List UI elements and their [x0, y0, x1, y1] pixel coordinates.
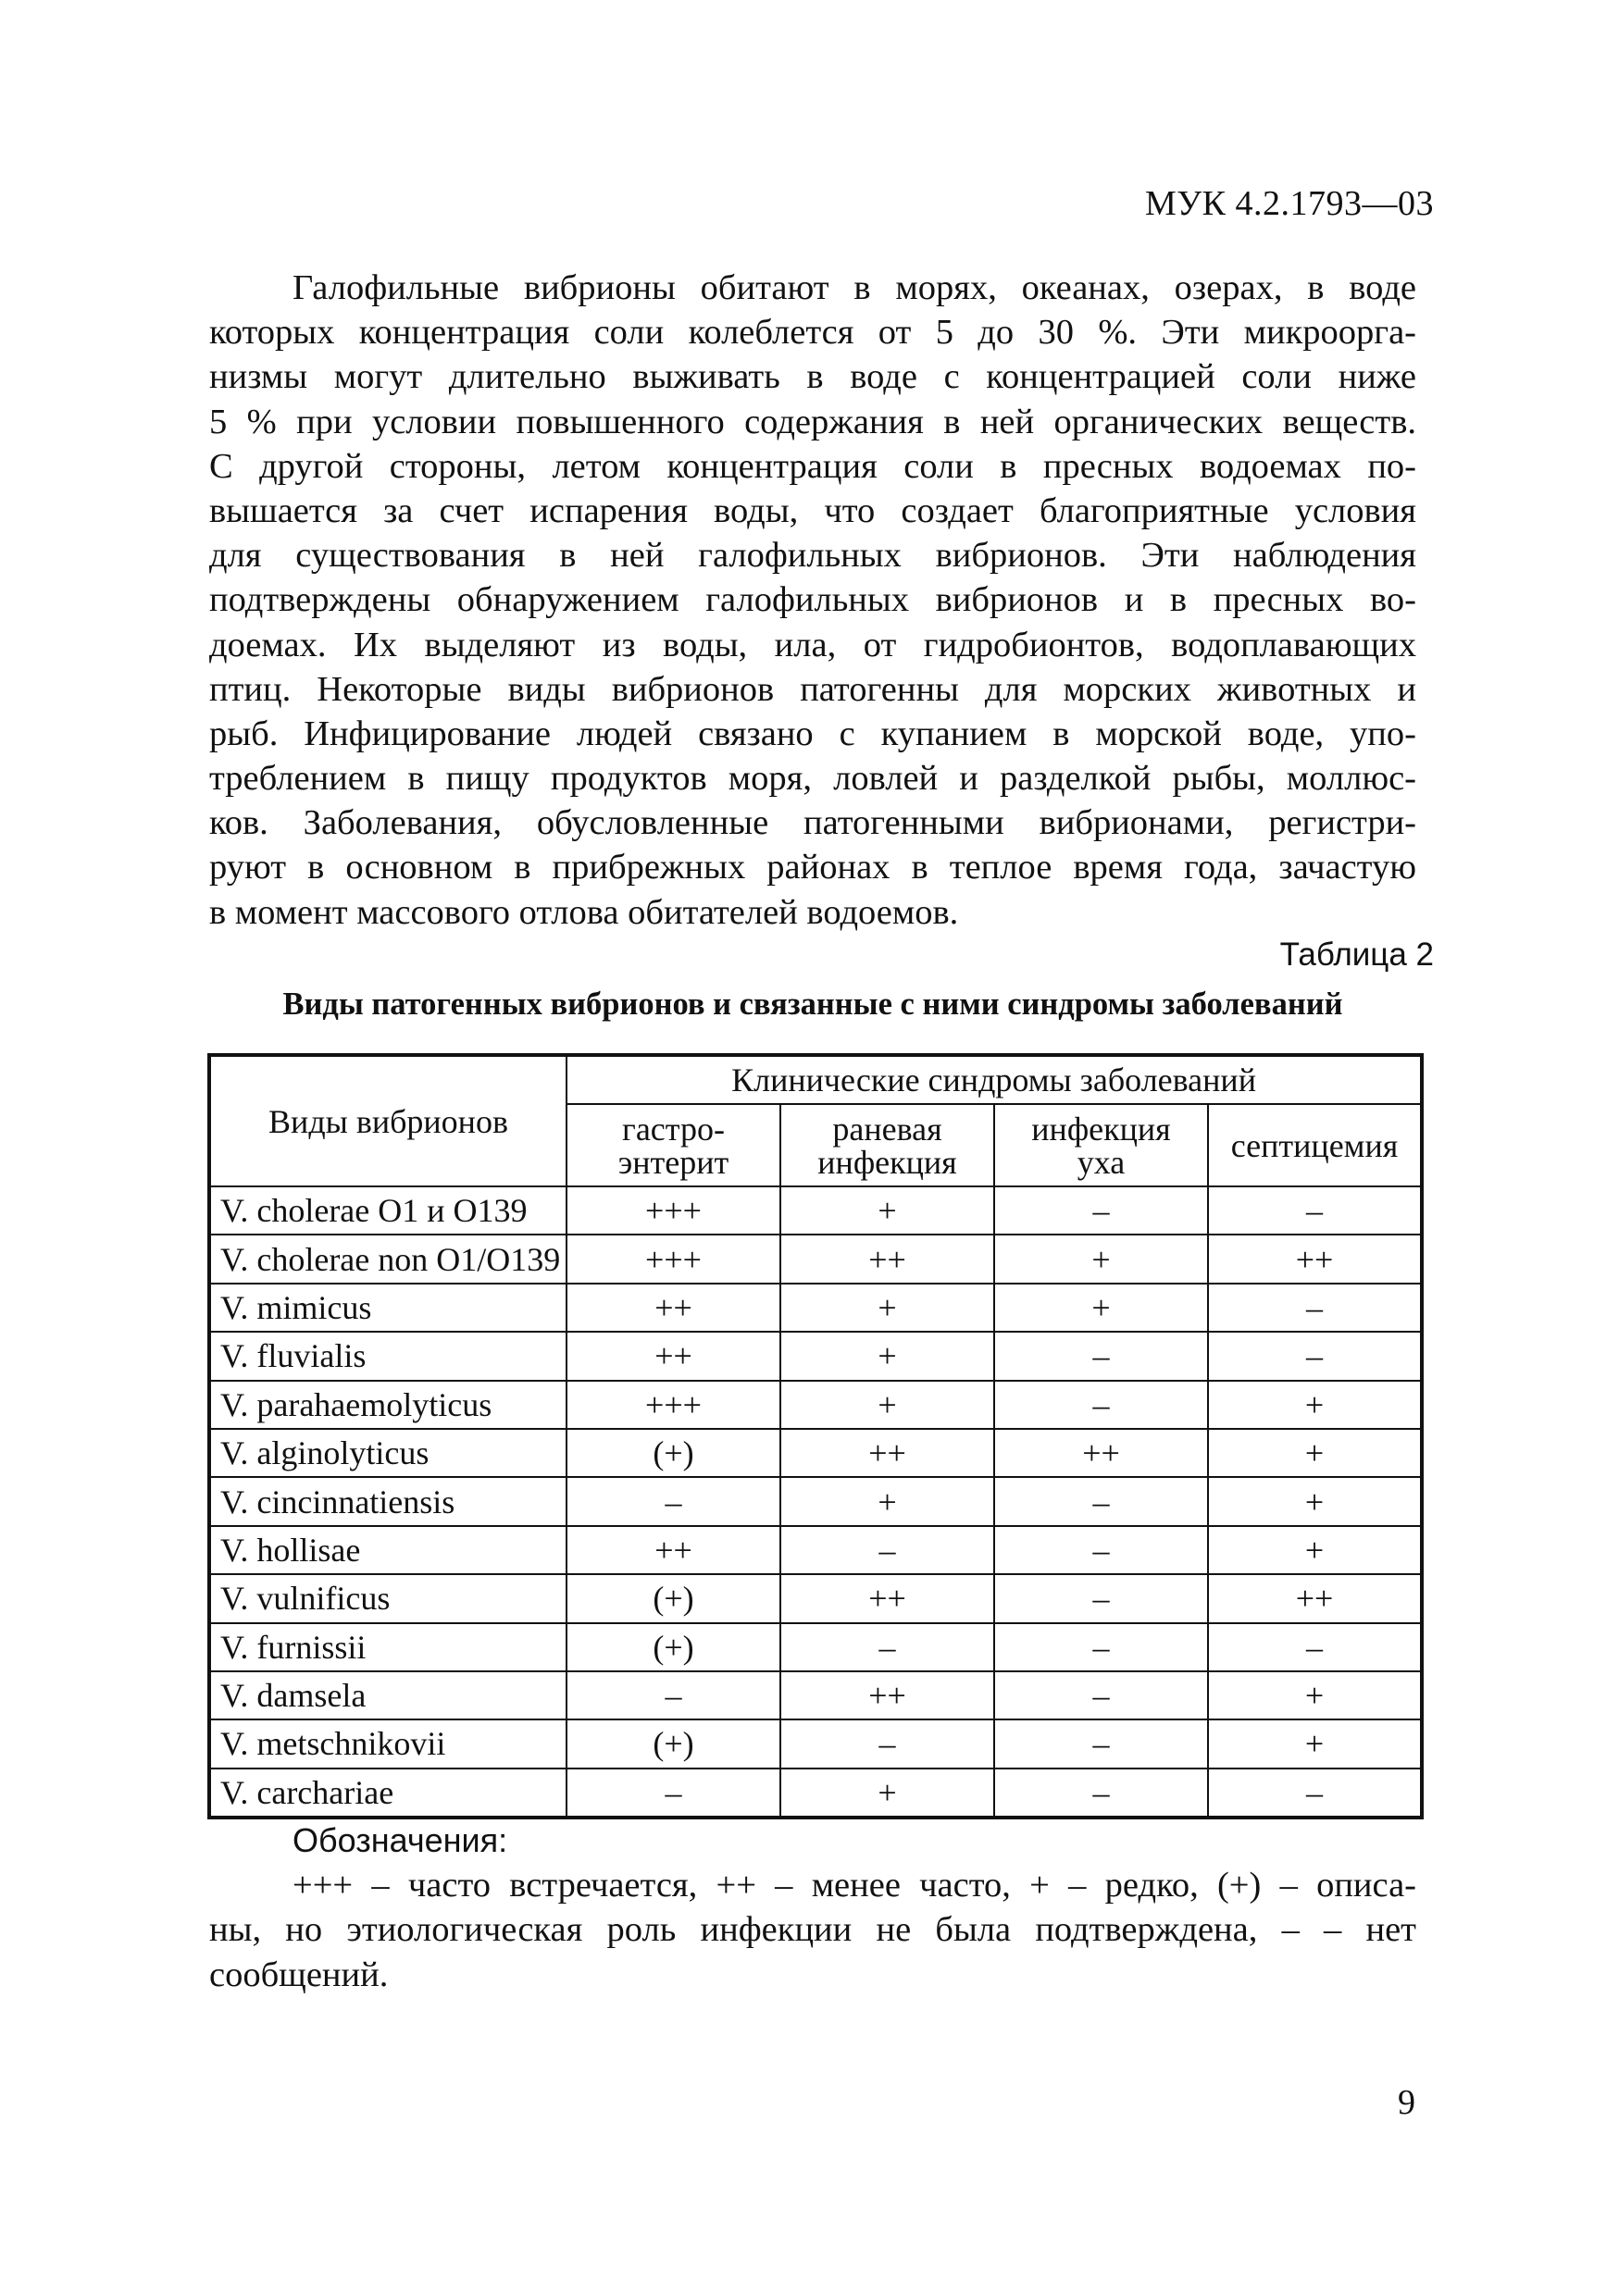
legend	[209, 1818, 1416, 1997]
value-cell: (+)	[567, 1429, 780, 1477]
paragraph-line: С другой стороны, летом концентрация соли в пресных водоемах по-	[209, 446, 1416, 486]
paragraph-line: 5 % при условии повышенного содержания в ней органических веществ.	[209, 402, 1416, 441]
value-cell: –	[780, 1526, 994, 1574]
value-cell: +	[1208, 1477, 1422, 1525]
value-cell: (+)	[567, 1719, 780, 1768]
value-cell: ++	[1208, 1235, 1422, 1283]
legend-line: сообщений.	[209, 1955, 389, 1994]
value-cell: –	[780, 1719, 994, 1768]
value-cell: ++	[780, 1235, 994, 1283]
species-cell: V. fluvialis	[209, 1332, 567, 1380]
species-cell: V. parahaemolyticus	[209, 1381, 567, 1429]
value-cell: +	[780, 1769, 994, 1818]
value-cell: ++	[780, 1429, 994, 1477]
paragraph-line: треблением в пищу продуктов моря, ловлей и разделкой рыбы, моллюс-	[209, 759, 1416, 799]
value-cell: ++	[1208, 1574, 1422, 1622]
value-cell: –	[994, 1332, 1208, 1380]
column-header-line: септицемия	[1230, 1126, 1399, 1164]
value-cell: +	[1208, 1429, 1422, 1477]
value-cell: –	[994, 1769, 1208, 1818]
value-cell: +	[780, 1284, 994, 1332]
value-cell: –	[780, 1623, 994, 1671]
value-cell: –	[994, 1671, 1208, 1719]
value-cell: +	[1208, 1381, 1422, 1429]
value-cell: +	[780, 1186, 994, 1235]
syndromes-group-header: Клинические синдромы заболеваний	[567, 1055, 1422, 1104]
species-cell: V. furnissii	[209, 1623, 567, 1671]
table-row	[209, 1332, 1422, 1380]
species-cell: V. alginolyticus	[209, 1429, 567, 1477]
paragraph-line: которых концентрация соли колеблется от 5 до 30 %. Эти микроорга-	[209, 313, 1416, 353]
column-header-gastroenteritis	[567, 1104, 780, 1186]
species-cell: V. hollisae	[209, 1526, 567, 1574]
paragraph-line: доемах. Их выделяют из воды, ила, от гидробионтов, водоплавающих	[209, 625, 1416, 664]
document-code: МУК 4.2.1793—03	[1144, 184, 1434, 223]
value-cell: ++	[994, 1429, 1208, 1477]
paragraph-line: низмы могут длительно выживать в воде с концентрацией соли ниже	[209, 357, 1416, 397]
value-cell: +	[780, 1381, 994, 1429]
value-cell: ++	[567, 1284, 780, 1332]
table-row	[209, 1284, 1422, 1332]
value-cell: +	[1208, 1719, 1422, 1768]
value-cell: –	[567, 1477, 780, 1525]
value-cell: –	[994, 1381, 1208, 1429]
value-cell: –	[994, 1186, 1208, 1235]
value-cell: +++	[567, 1235, 780, 1283]
table-header-row	[209, 1055, 1422, 1104]
column-header-septicemia	[1208, 1104, 1422, 1186]
value-cell: +	[780, 1332, 994, 1380]
species-cell: V. cholerae non O1/O139	[209, 1235, 567, 1283]
value-cell: (+)	[567, 1574, 780, 1622]
species-cell: V. metschnikovii	[209, 1719, 567, 1768]
table-row	[209, 1381, 1422, 1429]
table-row	[209, 1623, 1422, 1671]
table-row	[209, 1671, 1422, 1719]
paragraph-line: для существования в ней галофильных вибрионов. Эти наблюдения	[209, 536, 1416, 576]
value-cell: –	[994, 1574, 1208, 1622]
table-title: Виды патогенных вибрионов и связанные с ними синдромы заболеваний	[282, 987, 1343, 1022]
paragraph-line: Галофильные вибрионы обитают в морях, океанах, озерах, в воде	[293, 268, 1416, 307]
value-cell: –	[1208, 1186, 1422, 1235]
value-cell: ++	[567, 1526, 780, 1574]
value-cell: (+)	[567, 1623, 780, 1671]
value-cell: ++	[780, 1671, 994, 1719]
column-header-line: уха	[1077, 1143, 1126, 1181]
page-number: 9	[1398, 2083, 1415, 2122]
value-cell: –	[1208, 1284, 1422, 1332]
table-label: Таблица 2	[1279, 937, 1434, 973]
table-row	[209, 1574, 1422, 1622]
column-header-line: энтерит	[617, 1143, 729, 1181]
table-row	[209, 1186, 1422, 1235]
value-cell: –	[1208, 1769, 1422, 1818]
paragraph-line: руют в основном в прибрежных районах в теплое время года, зачастую	[209, 848, 1416, 887]
table-row	[209, 1719, 1422, 1768]
value-cell: –	[567, 1769, 780, 1818]
legend-title: Обозначения:	[293, 1821, 508, 1859]
column-header-ear-infection	[994, 1104, 1208, 1186]
value-cell: +	[1208, 1671, 1422, 1719]
species-cell: V. damsela	[209, 1671, 567, 1719]
column-header-line: инфекция	[1031, 1110, 1171, 1148]
value-cell: +	[780, 1477, 994, 1525]
table-row	[209, 1526, 1422, 1574]
value-cell: +	[1208, 1526, 1422, 1574]
legend-line: +++ – часто встречается, ++ – менее часто, + – редко, (+) – описа-	[293, 1866, 1416, 1905]
table-row	[209, 1477, 1422, 1525]
column-header-line: инфекция	[817, 1143, 957, 1181]
body-paragraph	[209, 266, 1416, 935]
value-cell: –	[1208, 1332, 1422, 1380]
table-row	[209, 1235, 1422, 1283]
value-cell: +	[994, 1235, 1208, 1283]
value-cell: ++	[567, 1332, 780, 1380]
species-cell: V. carchariae	[209, 1769, 567, 1818]
paragraph-line: рыб. Инфицирование людей связано с купанием в морской воде, упо-	[209, 714, 1416, 753]
paragraph-line: в момент массового отлова обитателей водоемов.	[209, 892, 959, 932]
value-cell: –	[1208, 1623, 1422, 1671]
paragraph-line: подтверждены обнаружением галофильных вибрионов и в пресных во-	[209, 580, 1416, 620]
column-header-line: гастро-	[622, 1110, 725, 1148]
species-cell: V. mimicus	[209, 1284, 567, 1332]
value-cell: ++	[780, 1574, 994, 1622]
value-cell: +	[994, 1284, 1208, 1332]
column-header-line: раневая	[832, 1110, 942, 1148]
column-header-wound-infection	[780, 1104, 994, 1186]
value-cell: –	[994, 1623, 1208, 1671]
value-cell: +++	[567, 1186, 780, 1235]
value-cell: –	[994, 1719, 1208, 1768]
value-cell: –	[994, 1477, 1208, 1525]
species-cell: V. cholerae O1 и O139	[209, 1186, 567, 1235]
paragraph-line: птиц. Некоторые виды вибрионов патогенны для морских животных и	[209, 669, 1416, 709]
value-cell: –	[994, 1526, 1208, 1574]
species-column-header: Виды вибрионов	[209, 1055, 567, 1186]
species-cell: V. cincinnatiensis	[209, 1477, 567, 1525]
legend-line: ны, но этиологическая роль инфекции не была подтверждена, – – нет	[209, 1910, 1416, 1950]
paragraph-line: ков. Заболевания, обусловленные патогенными вибрионами, регистри-	[209, 803, 1416, 843]
table-row	[209, 1429, 1422, 1477]
species-cell: V. vulnificus	[209, 1574, 567, 1622]
value-cell: –	[567, 1671, 780, 1719]
paragraph-line: вышается за счет испарения воды, что создает благоприятные условия	[209, 490, 1416, 530]
value-cell: +++	[567, 1381, 780, 1429]
table-row	[209, 1769, 1422, 1818]
vibrio-syndromes-table	[207, 1053, 1424, 1819]
